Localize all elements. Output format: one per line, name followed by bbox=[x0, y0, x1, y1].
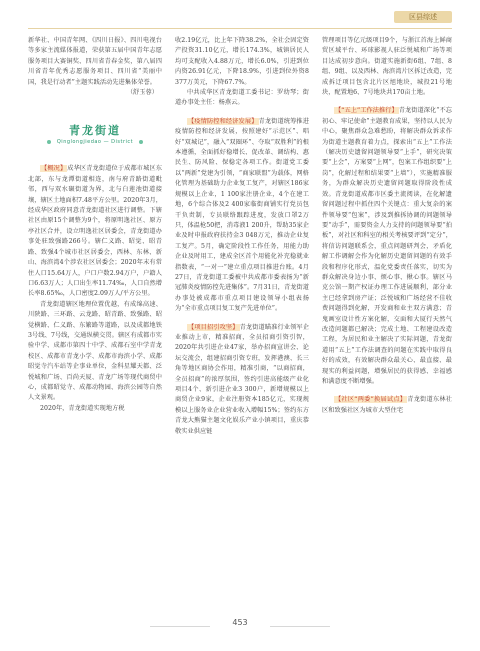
paragraph: 2020年，青龙街道实现地方税 bbox=[40, 404, 125, 412]
section-tab: 区县综述 bbox=[394, 11, 452, 23]
paragraph-text: 青龙街道统筹推进疫情防控和经济发展，按照建好“示范区”、唱好“双城记”，融入“双圈环”、夺取“双胜利”的根本遵循，全面抓好稳增长、促改革、调结构、惠民生、防风险、保稳定各项工作。街道党工委以“两新”党建为引领，“商家联盟”为载体，网格化管理为基础助力企业复工复产，对辖区186家规模以上企业，1 100家注册企业，4个在建工地，6个综合体及2 400家临街商铺实行党员包干负责制，专员联络跟踪进度，发放口罩2万只，体温枪50把，消毒液1 200升，帮助35家企业及时申报政府扶持金3 048万元，推动企业复工复产。5月，确定阶段性工作任务，用能力助企业及时用工，建成全区首个用能化补充稳就业指数表，“一对一”建立重点项目推进台账。4月27日，青龙街道工委被中共成都市委表扬为“新冠肺炎疫情防控先进集体”。7月31日，青龙街道办事处被成都市重点项目建设领导小组表扬为“全市重点项目复工复产先进单位”。 bbox=[175, 117, 309, 313]
page-header bbox=[0, 0, 480, 36]
paragraph: 新华社、中国青年网、《四川日报》、四川电视台等多家主流媒体报道，荣获第五届中国青年志愿服务项目大赛铜奖、四川省青春金奖，第八届四川省青年优秀志愿服务项目、四川省“美丽中国，我是行动者”主题实践活动先进集体荣誉。 bbox=[28, 37, 162, 86]
district-title: 青龙街道 bbox=[69, 124, 121, 138]
paragraph-text: 青龙街道深化“不忘初心、牢记使命”主题教育成果，坚持以人民为中心，聚焦群众急难愁盼，将解决群众诉求作为街道主题教育着力点，探索出“五上”工作法（解决历史遗留问题领导要“上手”，研究决策要“上会”，方案要“上网”，包案工作组织要“上岗”，化解过程和结果要“上墙”），实施精准服务，为群众解决历史遗留问题取得阶段性成效。青龙街道成都市区委主流阅读，在化解遗留问题过程中抓住四个关键点：重大复杂的案件领导要“包案”，涉及到推拆协调的问题领导要“动手”，需要资金人力支持的问题领导要“拍板”，对社区和科室的相关考核要评到“定分”，将信访问题联系会，重点问题研判会，矛盾化解工作调解会作为化解历史遗留问题的有效手段和程序化形式，温化党委责任落实，切实为群众解决身边小事、烦心事、揪心事。辖区马克公馆一期产权证办理工作进展顺利，部分业主已经拿到房产证；泛悦城和广场经营不佳收费问题得到化解，开发商和业主双方满意；青鬼画室设计性方案化解，交面和大厦行天然气改造问题都已解决；完成土地、工程建设改造工程，为居民和业主解决了实际问题，青龙街道用“五上”工作法调查的问题在实践中取得良好的成效，有效解决群众最关心、最直接、最现实的利益问题，增强居民的获得感、幸福感和满意度不断增强。 bbox=[322, 107, 452, 385]
paragraph-text: 青龙街道东林社区和致强社区为城市大型住宅 bbox=[322, 396, 452, 414]
paragraph: 青龙街道辖区地理位置优越，有成绵高速、川陕路、三环路、云龙路、昭青路、致强路、昭觉横路、仁义路、东繁路等道路，以及成都地铁3号线、7号线，交通纵横交贯。辖区有成都市实验中学、成都市第四十中学、成都石室中学青龙校区、成都市青龙小学、成都市海滨小学、成都昭觉寺汽车站等企事业单位，金科星耀天都、泛悦城和广场、百尚天厦、青龙广场等现代商贸中心，成都昭觉寺、成都动物园、海滨公园等自然人文景观。 bbox=[28, 300, 162, 402]
column-3 bbox=[322, 36, 452, 416]
section-tag: 【项目招引攻坚】 bbox=[188, 323, 239, 331]
decorative-dot-icon bbox=[139, 140, 143, 144]
paragraph bbox=[175, 117, 309, 315]
header-rule bbox=[28, 28, 452, 29]
column-2 bbox=[175, 36, 309, 437]
paragraph: 管理项目等亿元级项目9个，与浙江首海上鲜商贸区域平台、环球影视人驻泛悦城和广场等项目达成初步意向。街道实施新街6组、7组、8组、9组、以及西林、海滨湾片区拆迁改造，完成拆迁项目包含北片区旭地块，城投21号地块，配置地6、7号地块共170亩土地。 bbox=[322, 37, 452, 97]
paragraph bbox=[322, 106, 452, 387]
decorative-dot-icon bbox=[47, 140, 51, 144]
paragraph: 中共成华区青龙街道工委书记：罗幼琴；街道办事处主任：杨燕云。 bbox=[175, 89, 309, 107]
section-tag: 【疫情防控和经济发展】 bbox=[188, 117, 258, 125]
paragraph: 收2.19亿元，比上年下降38.2%，全社会固定资产投资31.10亿元，增长174.3%，城镇居民人均可支配收入4.88万元，增长6.0%，引进到位内资26.91亿元，下降18.9%，引进到位外资8 377万美元，下降67.7%。 bbox=[175, 37, 309, 86]
author-signature: （舒玉蓉） bbox=[126, 89, 158, 97]
section-tag: 【社区“两委”换届试点】 bbox=[335, 396, 407, 404]
column-1 bbox=[28, 36, 162, 414]
district-subtitle: Qinglongjiedao — District bbox=[56, 139, 134, 146]
paragraph bbox=[322, 395, 452, 416]
paragraph bbox=[28, 164, 162, 299]
section-tag: 【“五上”工作法推行】 bbox=[335, 107, 398, 115]
section-tag: 【概况】 bbox=[41, 165, 67, 173]
page-number: 453 bbox=[232, 618, 248, 627]
paragraph-text: 成华区青龙街道位于成都市城区东北部，东与龙潭街道相连，南与府青路街道毗邻，西与双水碾街道为界，北与白莲池街道接壤，辖区土地面积7.48平方公里。2020年3月，经成华区政府同意青龙街道社区进行调整。下辖社区由原15个调整为9个，将原明逸社区、原方亭社区合并，设立明逸社区居委会，青龙街道办事处驻致强路266号。辖仁义路、昭觉、昭青路、致强4个城市社区居委会，西林、东林、新山、海滨湾4个涉农社区居委会；2020年末有常住人口15.64万人，户口户数2.94万户，户籍人口6.63万人；人口出生率11.74‰，人口自然增长率8.65‰，人口密度2.09万人/平方公里。 bbox=[28, 165, 162, 298]
paragraph bbox=[175, 323, 309, 437]
paragraph-text: 青龙街道瞄准行业领军企业推动上市，精准招商，全员招商引资引智，2020年共引进企业47家，举办招商宣讲会、论坛交流会，组建招商引资专班，发挥港澳、长三角等地区商协会作用，精准引商，“以商招商，全员招商”的浓厚氛围，签约引进高能级产业化项目4个、新引进企业3 300户，新增规模以上商贸企业9家，企业注册资本185亿元，实现规模以上服务业企业营业收入增幅15%；签约东方青龙大熊猫主题文化娱乐产业小镇项目，重庆恭敬实业供应链 bbox=[175, 323, 309, 435]
district-heading bbox=[28, 124, 162, 146]
district-subtitle-row bbox=[28, 138, 162, 146]
